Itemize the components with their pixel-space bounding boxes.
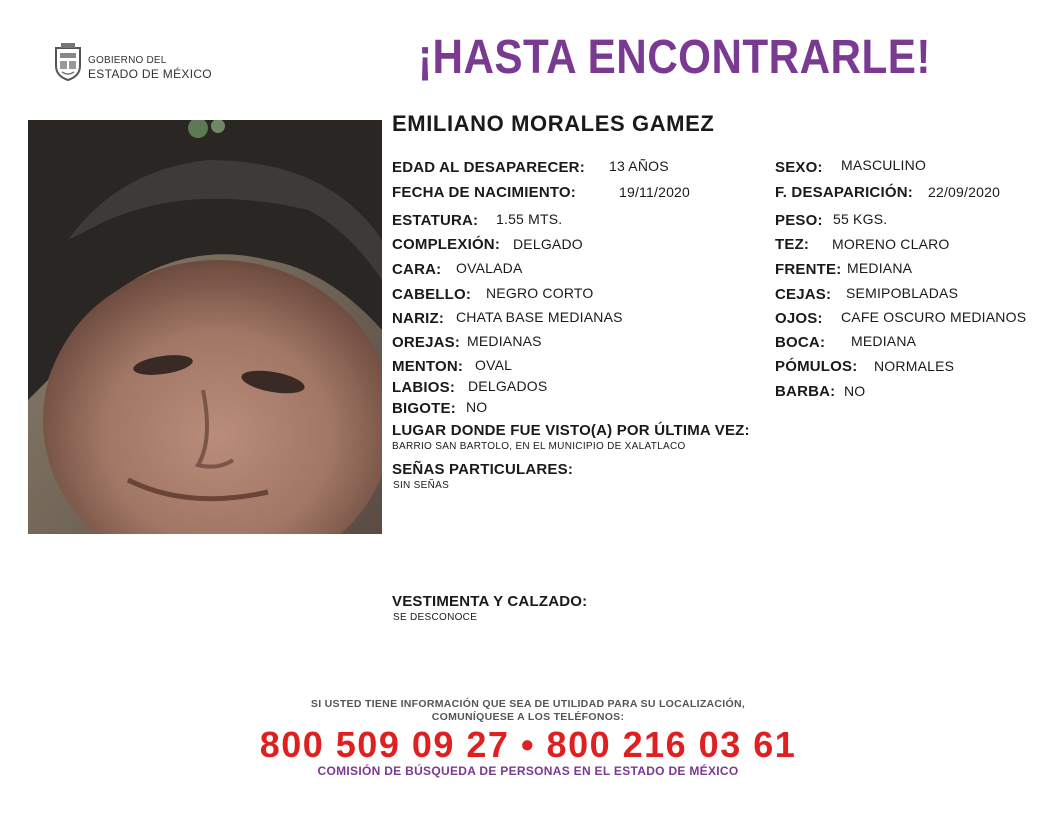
label-labios: LABIOS: xyxy=(392,379,456,396)
value-cabello: NEGRO CORTO xyxy=(486,285,594,301)
value-tez: MORENO CLARO xyxy=(832,236,950,252)
label-fecha-nacimiento: FECHA DE NACIMIENTO: xyxy=(392,184,576,201)
phone-numbers: 800 509 09 27 • 800 216 03 61 xyxy=(259,724,797,765)
value-clothing: SE DESCONOCE xyxy=(393,612,478,623)
label-edad: EDAD AL DESAPARECER: xyxy=(392,159,585,176)
label-sexo: SEXO: xyxy=(775,159,823,176)
value-fecha-nacimiento: 19/11/2020 xyxy=(619,184,691,200)
value-pomulos: NORMALES xyxy=(874,358,955,374)
label-estatura: ESTATURA: xyxy=(392,212,479,229)
contact-line-1: SI USTED TIENE INFORMACIÓN QUE SEA DE UTILIDAD PARA SU LOCALIZACIÓN, xyxy=(310,698,746,710)
label-tez: TEZ: xyxy=(775,236,810,253)
value-estatura: 1.55 MTS. xyxy=(496,211,563,227)
label-cabello: CABELLO: xyxy=(392,286,472,303)
value-sexo: MASCULINO xyxy=(841,157,927,173)
label-boca: BOCA: xyxy=(775,334,826,351)
value-marks: SIN SEÑAS xyxy=(393,480,450,491)
label-cara: CARA: xyxy=(392,261,442,278)
label-nariz: NARIZ: xyxy=(392,310,445,327)
label-pomulos: PÓMULOS: xyxy=(775,358,858,375)
contact-instructions xyxy=(0,698,1056,724)
value-ojos: CAFE OSCURO MEDIANOS xyxy=(841,309,1027,325)
value-frente: MEDIANA xyxy=(847,260,913,276)
missing-person-photo xyxy=(28,120,382,534)
value-barba: NO xyxy=(844,383,866,399)
label-menton: MENTON: xyxy=(392,358,464,375)
value-cara: OVALADA xyxy=(456,260,523,276)
headline: ¡HASTA ENCONTRARLE! xyxy=(418,31,931,84)
label-marks: SEÑAS PARTICULARES: xyxy=(392,461,574,478)
value-boca: MEDIANA xyxy=(851,333,917,349)
value-peso: 55 KGS. xyxy=(833,211,888,227)
value-menton: OVAL xyxy=(475,357,513,373)
label-ojos: OJOS: xyxy=(775,310,823,327)
logo-line-1: GOBIERNO DEL xyxy=(88,55,167,66)
value-orejas: MEDIANAS xyxy=(467,333,542,349)
state-crest-icon xyxy=(52,42,84,82)
label-clothing: VESTIMENTA Y CALZADO: xyxy=(392,593,588,610)
person-name: EMILIANO MORALES GAMEZ xyxy=(392,111,715,136)
contact-line-2: COMUNÍQUESE A LOS TELÉFONOS: xyxy=(431,711,625,723)
label-last-seen: LUGAR DONDE FUE VISTO(A) POR ÚLTIMA VEZ: xyxy=(392,422,750,439)
label-cejas: CEJAS: xyxy=(775,286,832,303)
value-bigote: NO xyxy=(466,399,488,415)
commission-name: COMISIÓN DE BÚSQUEDA DE PERSONAS EN EL ESTADO DE MÉXICO xyxy=(317,764,739,778)
value-last-seen: BARRIO SAN BARTOLO, EN EL MUNICIPIO DE XALATLACO xyxy=(392,441,686,452)
value-labios: DELGADOS xyxy=(468,378,548,394)
value-complexion: DELGADO xyxy=(513,236,583,252)
value-nariz: CHATA BASE MEDIANAS xyxy=(456,309,623,325)
label-peso: PESO: xyxy=(775,212,823,229)
label-f-desaparicion: F. DESAPARICIÓN: xyxy=(775,184,913,201)
value-cejas: SEMIPOBLADAS xyxy=(846,285,959,301)
label-orejas: OREJAS: xyxy=(392,334,461,351)
value-f-desaparicion: 22/09/2020 xyxy=(928,184,1001,200)
label-bigote: BIGOTE: xyxy=(392,400,456,417)
label-frente: FRENTE: xyxy=(775,261,842,278)
label-barba: BARBA: xyxy=(775,383,836,400)
logo-line-2: ESTADO DE MÉXICO xyxy=(88,67,212,81)
label-complexion: COMPLEXIÓN: xyxy=(392,236,501,253)
value-edad: 13 AÑOS xyxy=(609,158,669,174)
government-logo xyxy=(52,42,212,86)
